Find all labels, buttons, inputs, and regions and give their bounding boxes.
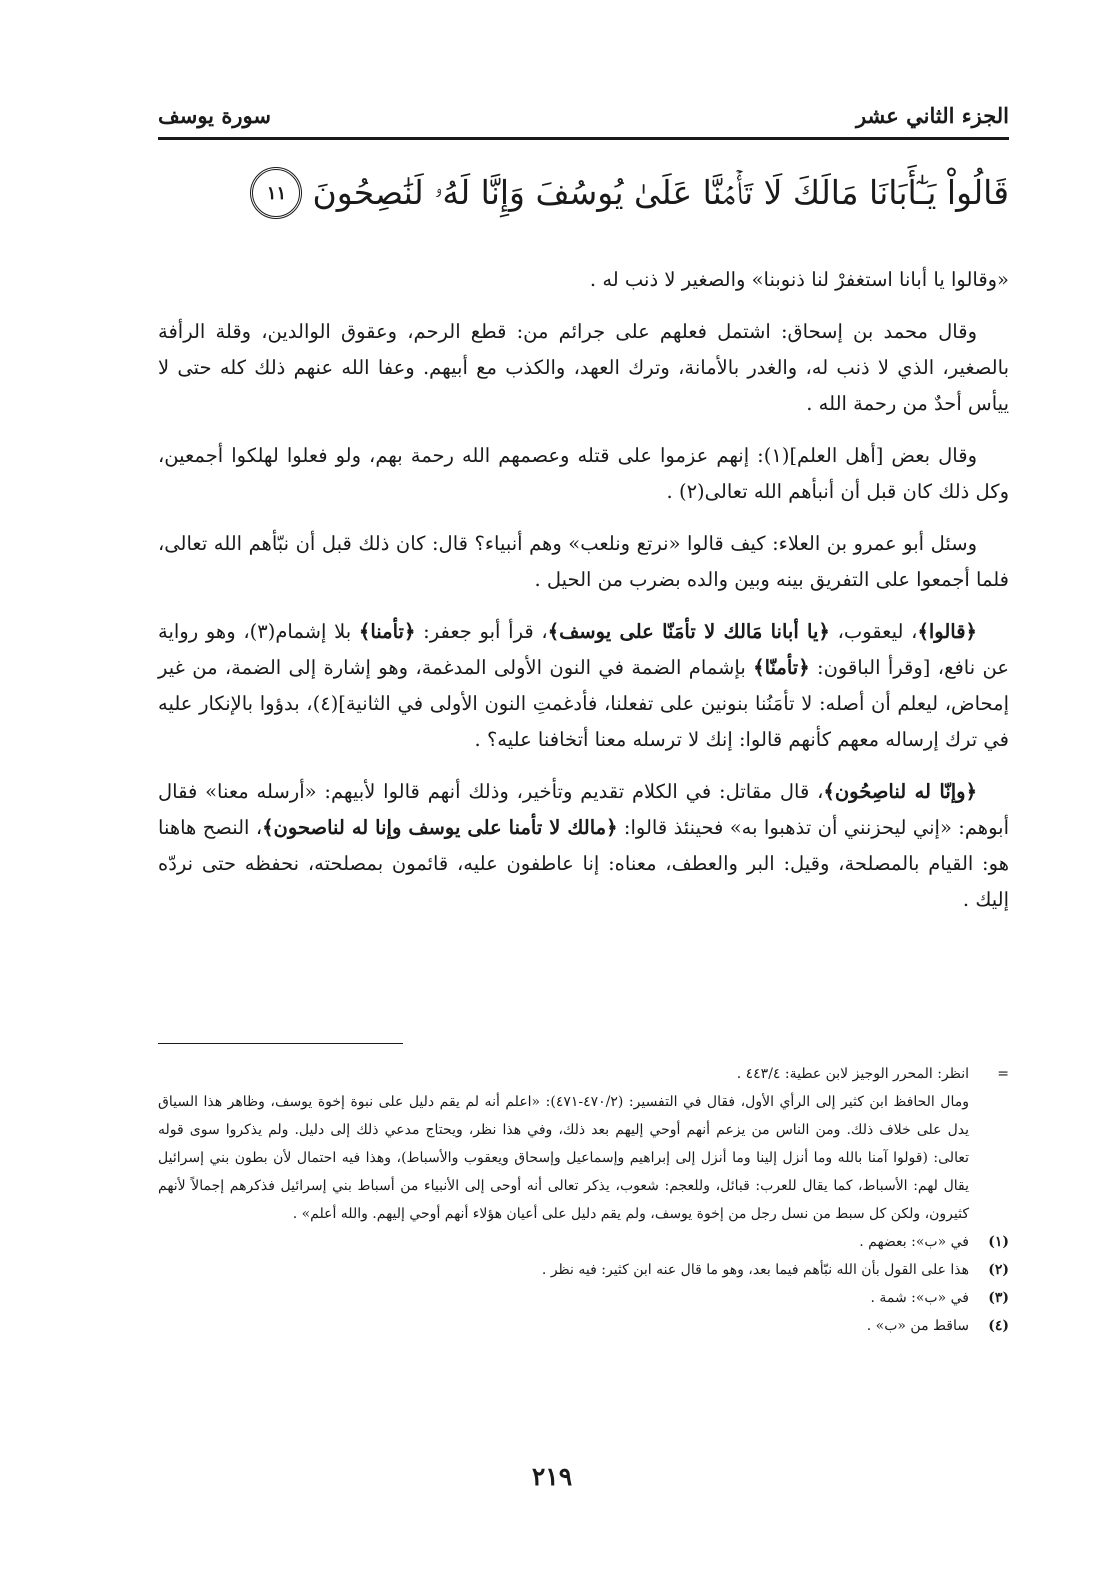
- footnote-number: (١): [988, 1234, 1009, 1250]
- running-header: [158, 88, 1009, 128]
- footnote-continuation: [158, 1060, 1009, 1228]
- paragraph: وقال بعض [أهل العلم](١): إنهم عزموا على قتله وعصمهم الله رحمة بهم، ولو فعلوا لهلكوا أجمعين، وكل ذلك كان قبل أن أنبأهم الله تعالى(٢) .: [158, 444, 1009, 503]
- verse-text: قَالُواْ يَـٰٓأَبَانَا مَالَكَ لَا تَأۡمَ۬نَّا عَلَىٰ يُوسُفَ وَإِنَّا لَهُۥ لَنَٰصِحُونَ: [312, 173, 1009, 212]
- quoted-verse: ﴿مالك لا تأمنا على يوسف وإنا له لناصحون﴾: [262, 816, 618, 839]
- text-run: بإشمام الضمة في النون الأولى المدغمة، وهو إشارة إلى الضمة، من غير إمحاض، ليعلم أن أصله: لا تأمَنُنا بنونين على تفعلنا، فأدغمتِ النون الأولى في الثانية](٤)، بدؤوا بالإنكار عليه في ترك إرساله معهم كأنهم قالوا: إنك لا ترسله معنا أتخافنا عليه؟ .: [158, 656, 1009, 751]
- paragraph: «وقالوا يا أبانا استغفرْ لنا ذنوبنا» والصغير لا ذنب له .: [589, 268, 1009, 291]
- text-run: بلا إشمام(٣)، وهو رواية عن نافع، [وقرأ الباقون:: [158, 620, 1009, 679]
- footnote-item: [158, 1312, 1009, 1340]
- footnote-number: (٣): [988, 1290, 1009, 1306]
- ayah-number-marker: [250, 167, 302, 219]
- footnote-number: (٢): [988, 1262, 1009, 1278]
- paragraph: [158, 614, 1009, 758]
- footnote-text: في «ب»: بعضهم .: [859, 1234, 969, 1250]
- footnote-number: (٤): [988, 1318, 1009, 1334]
- footnote-item: [158, 1256, 1009, 1284]
- footnote-item: [158, 1228, 1009, 1256]
- footnote-text: هذا على القول بأن الله نبّأهم فيما بعد، وهو ما قال عنه ابن كثير: فيه نظر .: [541, 1262, 969, 1278]
- continuation-marker: =: [997, 1066, 1009, 1082]
- quran-verse: [158, 158, 1009, 228]
- text-run: ، قرأ أبو جعفر:: [415, 620, 548, 643]
- footnote-text: في «ب»: شمة .: [870, 1290, 969, 1306]
- footnote-item: [158, 1284, 1009, 1312]
- page-number: ٢١٩: [531, 1462, 573, 1491]
- paragraph: وسئل أبو عمرو بن العلاء: كيف قالوا «نرتع ونلعب» وهم أنبياء؟ قال: كان ذلك قبل أن نبّأهم الله تعالى، فلما أجمعوا على التفريق بينه وبين والده بضرب من الحيل .: [158, 532, 1009, 591]
- footnote-line: ومال الحافظ ابن كثير إلى الرأي الأول، فقال في التفسير: (٤٧٠/٢-٤٧١): «اعلم أنه لم يقم دليل على نبوة إخوة يوسف، وظاهر هذا السياق يدل على خلاف ذلك. ومن الناس من يزعم أنهم أوحي إليهم بعد ذلك، وفي هذا نظر، ويحتاج مدعي ذلك إلى دليل. ولم يذكروا سوى قوله تعالى: (قولوا آمنا بالله وما أنزل إلينا وما أنزل إلى إبراهيم وإسماعيل وإسحاق ويعقوب والأسباط)، وهذا فيه احتمال لأن بطون بني إسرائيل يقال لهم: الأسباط، كما يقال للعرب: قبائل، وللعجم: شعوب، يذكر تعالى أنه أوحى إلى الأنبياء من أسباط بني إسرائيل فذكرهم إجمالاً لأنهم كثيرون، ولكن كل سبط من نسل رجل من إخوة يوسف، ولم يقم دليل على أعيان هؤلاء أنهم أوحي إليهم. والله أعلم» .: [158, 1094, 970, 1222]
- header-surah-title: سورة يوسف: [158, 103, 271, 128]
- text-run: ، ليعقوب،: [829, 620, 918, 643]
- text-run: ، قال مقاتل: في الكلام تقديم وتأخير، وذلك أنهم قالوا لأبيهم: «أرسله معنا» فقال أبوهم: «إني ليحزنني أن تذهبوا به» فحينئذ قالوا:: [158, 780, 1010, 839]
- paragraph: وقال محمد بن إسحاق: اشتمل فعلهم على جرائم من: قطع الرحم، وعقوق الوالدين، وقلة الرأفة بالصغير، الذي لا ذنب له، والغدر بالأمانة، وترك العهد، والكذب مع أبيهم. وعفا الله عنهم ذلك كله حتى لا ييأس أحدٌ من رحمة الله .: [158, 320, 1009, 415]
- paragraph: [158, 774, 1009, 918]
- main-text: [158, 262, 1009, 934]
- quoted-verse: ﴿تأمنا﴾: [358, 620, 416, 643]
- footnote-line: انظر: المحرر الوجيز لابن عطية: ٤٤٣/٤ .: [736, 1066, 969, 1082]
- quoted-verse: ﴿تأمنّا﴾: [753, 656, 810, 679]
- header-part-title: الجزء الثاني عشر: [855, 103, 1009, 128]
- header-rule: [158, 137, 1009, 140]
- text-run: ، النصح هاهنا هو: القيام بالمصلحة، وقيل: البر والعطف، معناه: إنا عاطفون عليه، قائمون بمصلحته، نحفظه حتى نردّه إليك .: [158, 816, 1009, 911]
- ayah-number: ١١: [266, 182, 287, 204]
- footnote-rule: [158, 1043, 403, 1044]
- quoted-verse: ﴿قالوا﴾: [917, 620, 977, 643]
- footnote-text: ساقط من «ب» .: [866, 1318, 969, 1334]
- quoted-verse: ﴿وإنّا له لناصِحُون﴾: [823, 780, 978, 803]
- footnotes: [158, 1060, 1009, 1340]
- quoted-verse: ﴿يا أبانا مَالك لا تأمَنّا على يوسف﴾: [547, 620, 830, 643]
